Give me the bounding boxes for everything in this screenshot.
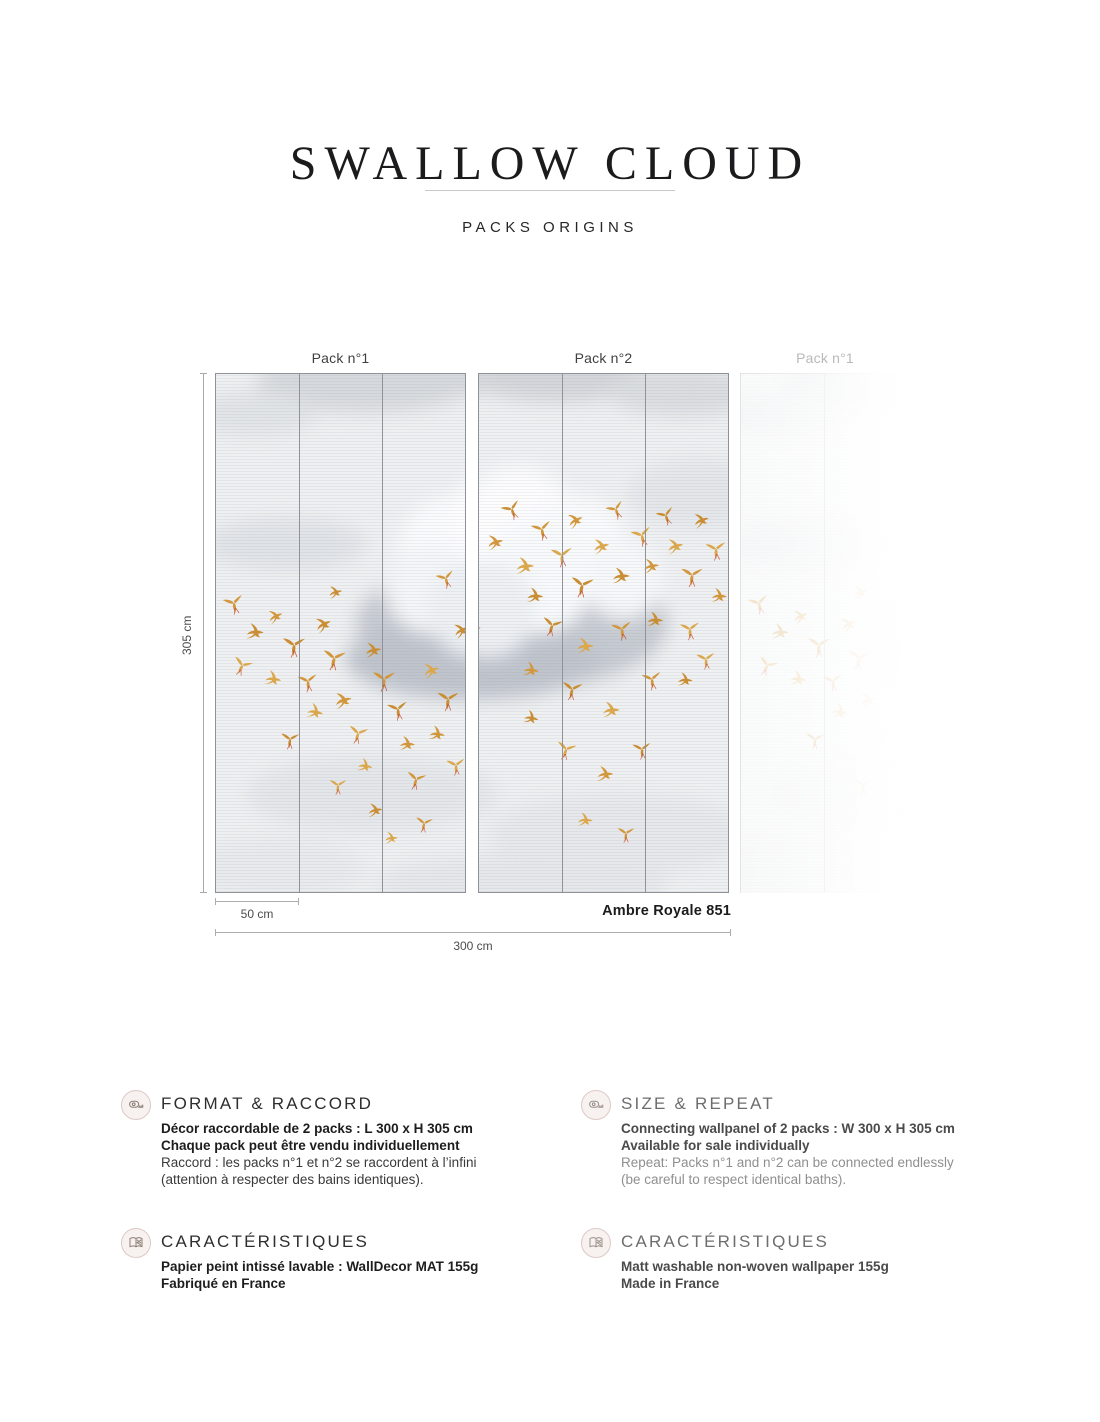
collection-name: PACKS ORIGINS	[462, 219, 638, 236]
sample-book-icon	[581, 1228, 611, 1258]
spec-line: Décor raccordable de 2 packs : L 300 x H 305 cm	[161, 1121, 473, 1136]
pack-1-label: Pack n°1	[311, 350, 370, 366]
page-title: SWALLOW CLOUD	[289, 137, 811, 191]
section-heading: FORMAT & RACCORD	[161, 1094, 374, 1113]
wallpaper-mural	[478, 374, 729, 893]
colorway-name: Ambre Royale 851	[602, 903, 731, 919]
panel-separator	[382, 374, 383, 892]
spec-line: Connecting wallpanel of 2 packs : W 300 x H 305 cm	[621, 1121, 955, 1136]
pack-repeat-label: Pack n°1	[796, 350, 854, 366]
height-dimension-line	[203, 373, 204, 893]
spec-line: Chaque pack peut être vendu individuellement	[161, 1138, 460, 1153]
panel-separator	[562, 374, 563, 892]
pack-repeat-panels	[740, 373, 910, 893]
spec-line: Repeat: Packs n°1 and n°2 can be connected endlessly	[621, 1155, 954, 1170]
pack-1-panels	[215, 373, 466, 893]
spec-line: Raccord : les packs n°1 et n°2 se raccordent à l’infini	[161, 1155, 477, 1170]
spec-line: Papier peint intissé lavable : WallDecor MAT 155g	[161, 1259, 479, 1274]
panel-width-dimension-line	[215, 901, 299, 902]
section-heading: CARACTÉRISTIQUES	[621, 1232, 830, 1251]
repeat-fade-overlay	[740, 373, 910, 893]
spec-line: Matt washable non-woven wallpaper 155g	[621, 1259, 889, 1274]
title-divider	[425, 190, 675, 191]
height-dimension-label: 305 cm	[180, 615, 194, 655]
panel-separator	[299, 374, 300, 892]
section-format-raccord	[121, 1090, 561, 1188]
spec-line: (attention à respecter des bains identiques).	[161, 1172, 424, 1187]
pack-2-panels	[478, 373, 729, 893]
spec-line: Made in France	[621, 1276, 720, 1291]
section-heading: SIZE & REPEAT	[621, 1094, 775, 1113]
spec-line: Available for sale individually	[621, 1138, 810, 1153]
sample-book-icon	[121, 1228, 151, 1258]
section-size-repeat	[581, 1090, 1041, 1188]
section-caracteristiques-fr	[121, 1228, 561, 1292]
spec-line: (be careful to respect identical baths).	[621, 1172, 847, 1187]
section-caracteristiques-en	[581, 1228, 1041, 1292]
total-width-dimension-label: 300 cm	[453, 939, 493, 953]
tape-measure-icon	[121, 1090, 151, 1120]
wallpaper-mural	[216, 374, 466, 893]
tape-measure-icon	[581, 1090, 611, 1120]
section-heading: CARACTÉRISTIQUES	[161, 1232, 370, 1251]
total-width-dimension-line	[215, 932, 731, 933]
panel-width-dimension-label: 50 cm	[240, 907, 274, 921]
pack-2-label: Pack n°2	[574, 350, 633, 366]
spec-line: Fabriqué en France	[161, 1276, 286, 1291]
panel-separator	[645, 374, 646, 892]
